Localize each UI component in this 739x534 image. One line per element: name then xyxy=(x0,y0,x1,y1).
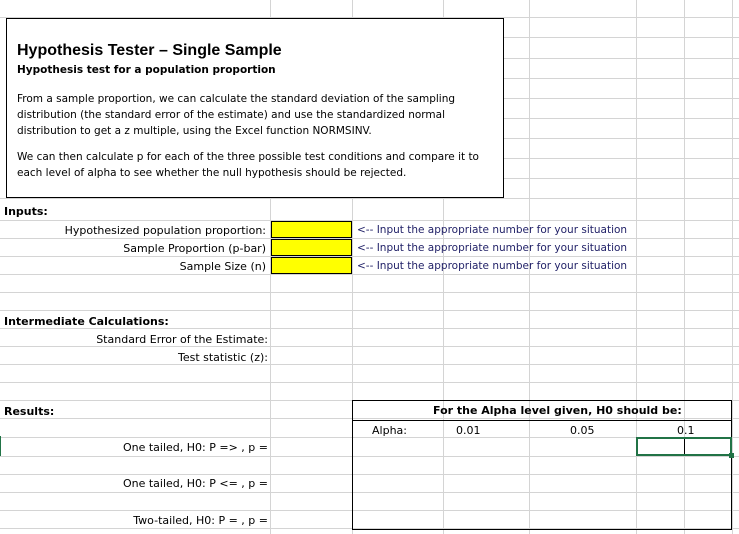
alpha-01: 0.1 xyxy=(677,424,695,437)
results-header-divider xyxy=(352,420,732,421)
hypothesized-proportion-input-cell[interactable] xyxy=(271,221,352,238)
input-hint-1: <-- Input the appropriate number for your situation xyxy=(357,224,628,236)
input-hint-2: <-- Input the appropriate number for your situation xyxy=(357,242,628,254)
result-row-two-tailed: Two-tailed, H0: P = , p = xyxy=(133,514,268,527)
alpha-label: Alpha: xyxy=(372,424,407,437)
alpha-005: 0.05 xyxy=(570,424,595,437)
input-label-sample-proportion: Sample Proportion (p-bar) xyxy=(123,242,266,255)
std-error-label: Standard Error of the Estimate: xyxy=(96,333,268,346)
input-label-sample-size: Sample Size (n) xyxy=(179,260,266,273)
fill-handle[interactable] xyxy=(729,453,734,458)
input-label-hypothesized-proportion: Hypothesized population proportion: xyxy=(64,224,266,237)
inputs-section-label: Inputs: xyxy=(4,205,48,218)
sample-proportion-input-cell[interactable] xyxy=(271,239,352,256)
selected-range-divider xyxy=(684,439,685,454)
description-paragraph-2: We can then calculate p for each of the three possible test conditions and compare it to each level of alpha to see whether the null hypothesis should be rejected. xyxy=(17,151,479,179)
result-row-one-tailed-le: One tailed, H0: P <= , p = xyxy=(122,477,268,490)
results-section-label: Results: xyxy=(4,405,55,418)
results-header: For the Alpha level given, H0 should be: xyxy=(433,404,682,417)
description-paragraph-1: From a sample proportion, we can calculate the standard deviation of the sampling distribution (the standard error of the estimate) and use the standardized normal distribution to get a z multiple, using the Excel function NORMSINV. xyxy=(17,93,456,137)
sample-size-input-cell[interactable] xyxy=(271,257,352,274)
test-statistic-label: Test statistic (z): xyxy=(177,351,268,364)
input-hint-3: <-- Input the appropriate number for your situation xyxy=(357,260,628,272)
alpha-001: 0.01 xyxy=(456,424,481,437)
page-title: Hypothesis Tester – Single Sample xyxy=(17,42,282,59)
intermediate-section-label: Intermediate Calculations: xyxy=(4,315,169,328)
result-row-one-tailed-ge: One tailed, H0: P => , p = xyxy=(122,441,268,454)
page-subtitle: Hypothesis test for a population proportion xyxy=(17,64,276,76)
description-textbox xyxy=(6,18,504,198)
